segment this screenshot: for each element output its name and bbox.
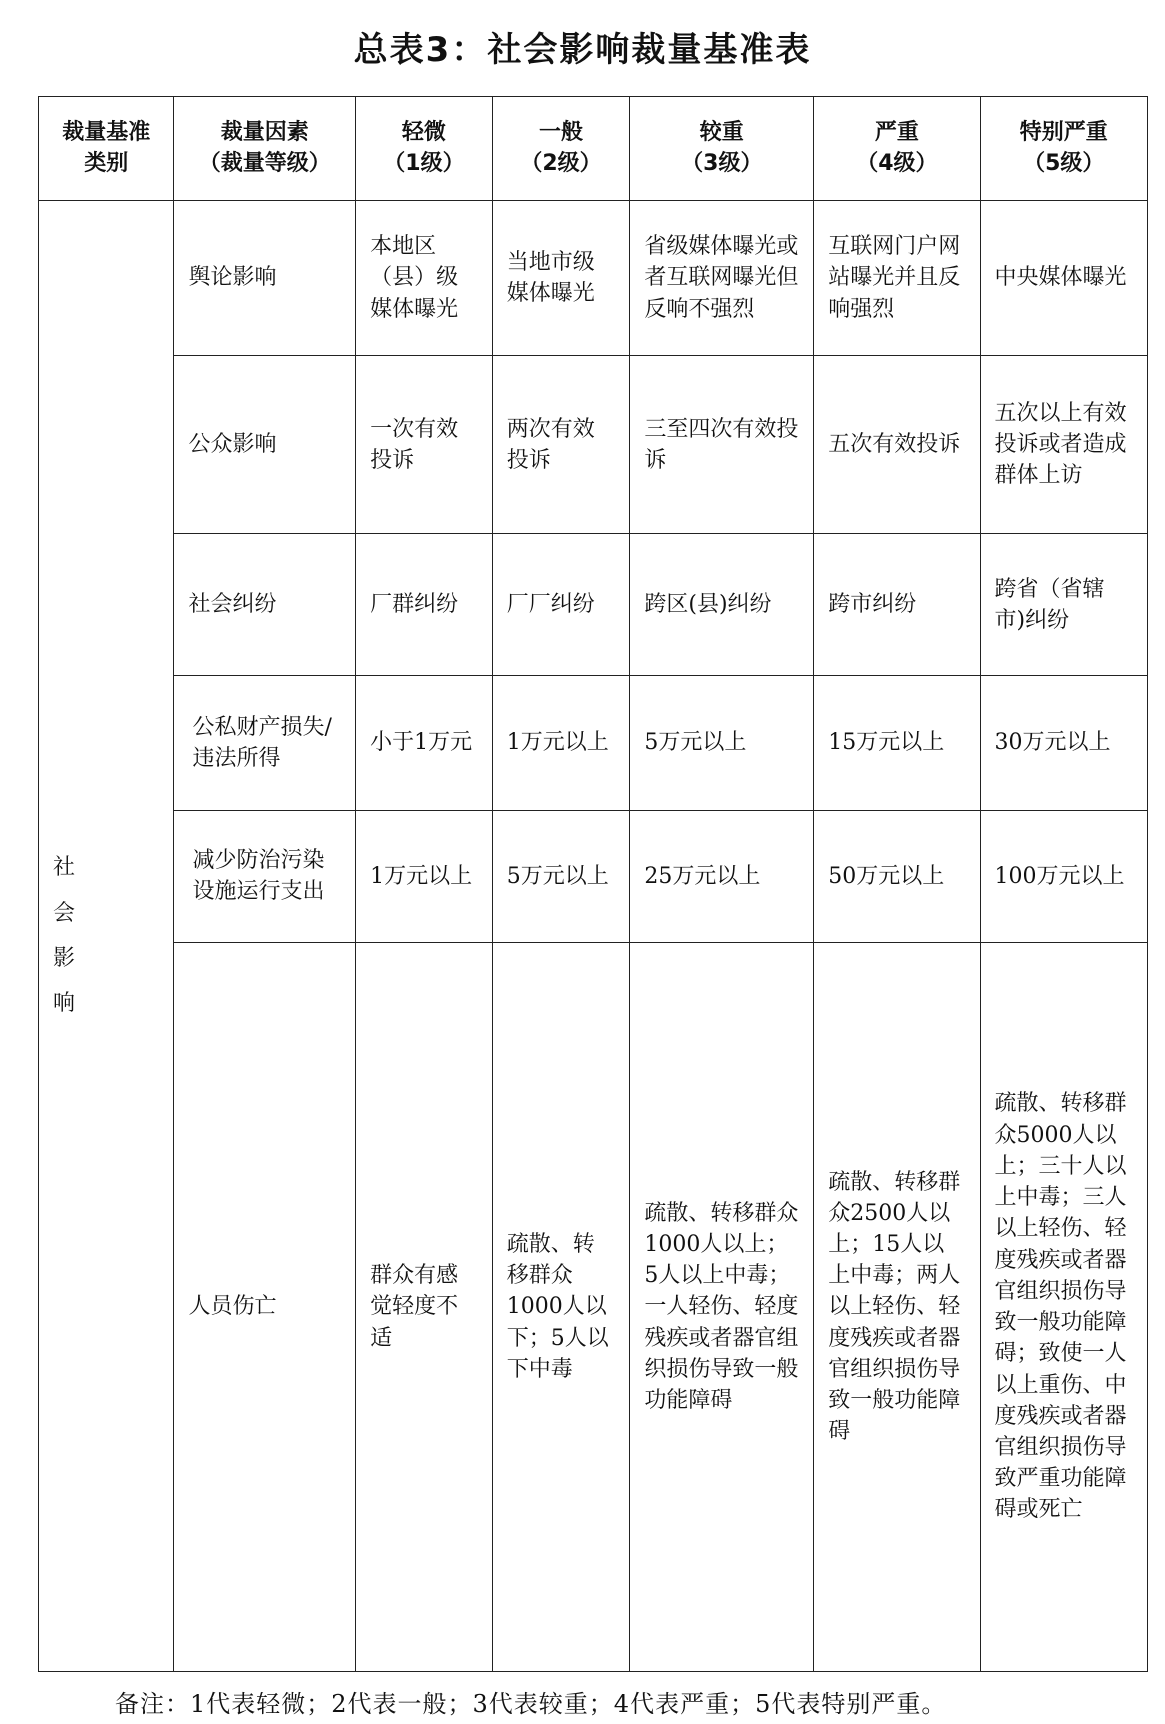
level-cell: 跨省（省辖市)纠纷 bbox=[980, 534, 1147, 676]
factor-cell: 减少防治污染设施运行支出 bbox=[174, 810, 356, 942]
table-row bbox=[39, 356, 1148, 534]
page-title: 总表3：社会影响裁量基准表 bbox=[353, 30, 812, 70]
level-cell: 疏散、转移群众5000人以上；三十人以上中毒；三人以上轻伤、轻度残疾或者器官组织损伤导致一般功能障碍；致使一人以上重伤、中度残疾或者器官组织损伤导致严重功能障碍或死亡 bbox=[980, 943, 1147, 1672]
footnote: 备注：1代表轻微；2代表一般；3代表较重；4代表严重；5代表特别严重。 bbox=[115, 1690, 947, 1718]
category-char: 社 bbox=[53, 855, 76, 881]
level-cell: 省级媒体曝光或者互联网曝光但反响不强烈 bbox=[630, 200, 814, 356]
header-cell: 轻微 （1级） bbox=[356, 97, 493, 201]
level-cell: 两次有效投诉 bbox=[492, 356, 630, 534]
level-cell: 100万元以上 bbox=[980, 810, 1147, 942]
level-cell: 疏散、转移群众1000人以下；5人以下中毒 bbox=[492, 943, 630, 1672]
header-row bbox=[39, 97, 1148, 201]
level-cell: 跨区(县)纠纷 bbox=[630, 534, 814, 676]
level-cell: 一次有效投诉 bbox=[356, 356, 493, 534]
factor-cell: 社会纠纷 bbox=[174, 534, 356, 676]
level-cell: 厂厂纠纷 bbox=[492, 534, 630, 676]
factor-cell: 公众影响 bbox=[174, 356, 356, 534]
level-cell: 15万元以上 bbox=[814, 676, 980, 810]
level-cell: 1万元以上 bbox=[492, 676, 630, 810]
level-cell: 本地区（县）级媒体曝光 bbox=[356, 200, 493, 356]
category-char: 会 bbox=[53, 900, 76, 926]
header-cell: 裁量基准 类别 bbox=[39, 97, 174, 201]
category-cell bbox=[39, 200, 174, 1672]
level-cell: 1万元以上 bbox=[356, 810, 493, 942]
level-cell: 互联网门户网站曝光并且反响强烈 bbox=[814, 200, 980, 356]
level-cell: 5万元以上 bbox=[492, 810, 630, 942]
factor-cell: 人员伤亡 bbox=[174, 943, 356, 1672]
level-cell: 疏散、转移群众1000人以上；5人以上中毒；一人轻伤、轻度残疾或者器官组织损伤导致一般功能障碍 bbox=[630, 943, 814, 1672]
level-cell: 群众有感觉轻度不适 bbox=[356, 943, 493, 1672]
header-cell: 裁量因素 （裁量等级） bbox=[174, 97, 356, 201]
level-cell: 疏散、转移群众2500人以上；15人以上中毒；两人以上轻伤、轻度残疾或者器官组织损伤导致一般功能障碍 bbox=[814, 943, 980, 1672]
table-row bbox=[39, 810, 1148, 942]
criteria-table bbox=[38, 96, 1148, 1672]
level-cell: 中央媒体曝光 bbox=[980, 200, 1147, 356]
factor-cell: 舆论影响 bbox=[174, 200, 356, 356]
table-row bbox=[39, 676, 1148, 810]
factor-cell: 公私财产损失/违法所得 bbox=[174, 676, 356, 810]
level-cell: 小于1万元 bbox=[356, 676, 493, 810]
level-cell: 厂群纠纷 bbox=[356, 534, 493, 676]
table-row bbox=[39, 943, 1148, 1672]
header-cell: 特别严重 （5级） bbox=[980, 97, 1147, 201]
level-cell: 25万元以上 bbox=[630, 810, 814, 942]
level-cell: 五次有效投诉 bbox=[814, 356, 980, 534]
level-cell: 50万元以上 bbox=[814, 810, 980, 942]
level-cell: 当地市级媒体曝光 bbox=[492, 200, 630, 356]
level-cell: 30万元以上 bbox=[980, 676, 1147, 810]
level-cell: 五次以上有效投诉或者造成群体上访 bbox=[980, 356, 1147, 534]
category-char: 影 bbox=[53, 945, 76, 971]
category-char: 响 bbox=[53, 990, 76, 1016]
header-cell: 严重 （4级） bbox=[814, 97, 980, 201]
level-cell: 5万元以上 bbox=[630, 676, 814, 810]
level-cell: 三至四次有效投诉 bbox=[630, 356, 814, 534]
header-cell: 较重 （3级） bbox=[630, 97, 814, 201]
level-cell: 跨市纠纷 bbox=[814, 534, 980, 676]
header-cell: 一般 （2级） bbox=[492, 97, 630, 201]
table-row bbox=[39, 200, 1148, 356]
table-row bbox=[39, 534, 1148, 676]
